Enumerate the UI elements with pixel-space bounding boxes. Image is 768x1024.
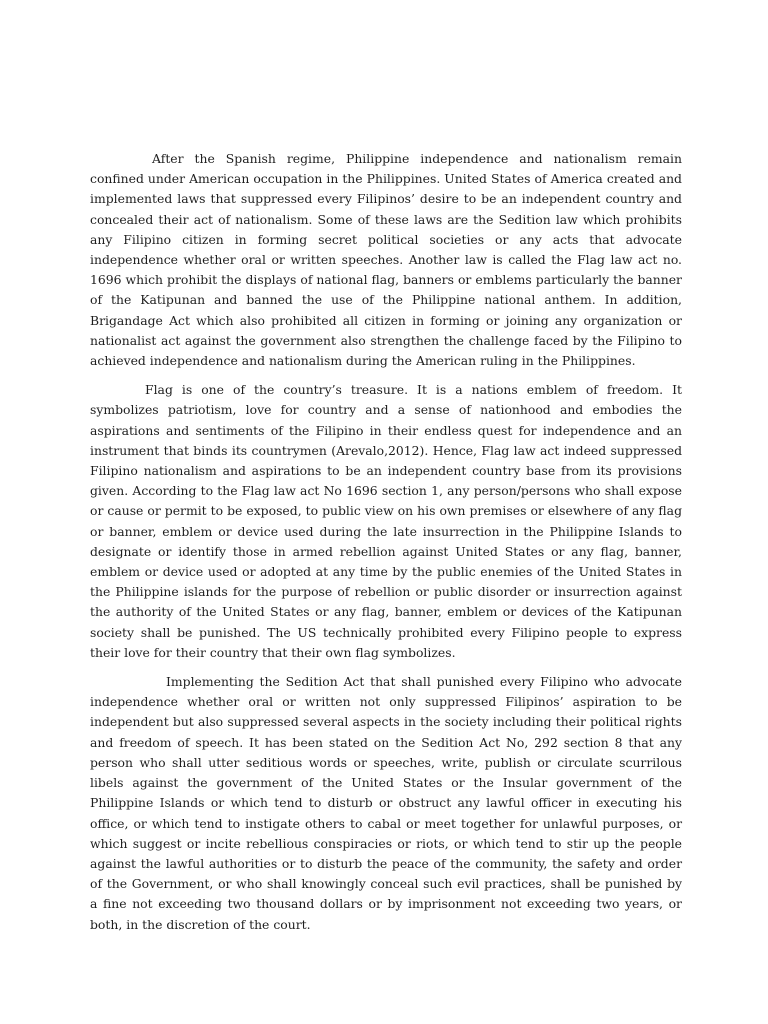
paragraph-sedition-act: Implementing the Sedition Act that shall punished every Filipino who advocate independence whether oral or written not only suppressed Filipinos’ aspiration to be independent but also suppressed several aspects in the society including their political rights and freedom of speech. It has been stated on the Sedition Act No, 292 section 8 that any person who shall utter seditious words or speeches, write, publish or circulate scurrilous libels against the government of the United States or the Insular government of the Philippine Islands or which tend to disturb or obstruct any lawful officer in executing his office, or which tend to instigate others to cabal or meet together for unlawful purposes, or which suggest or incite rebellious conspiracies or riots, or which tend to stir up the people against the lawful authorities or to disturb the peace of the community, the safety and order of the Government, or who shall knowingly conceal such evil practices, shall be punished by a fine not exceeding two thousand dollars or by imprisonment not exceeding two years, or both, in the discretion of the court. [90,674,682,932]
paragraph-american-occupation-laws: After the Spanish regime, Philippine independence and nationalism remain confined under American occupation in the Philippines. United States of America created and implemented laws that suppressed every Filipinos’ desire to be an independent country and concealed their act of nationalism. Some of these laws are the Sedition law which prohibits any Filipino citizen in forming secret political societies or any acts that advocate independence whether oral or written speeches. Another law is called the Flag law act no. 1696 which prohibit the displays of national flag, banners or emblems particularly the banner of the Katipunan and banned the use of the Philippine national anthem. In addition, Brigandage Act which also prohibited all citizen in forming or joining any organization or nationalist act against the government also strengthen the challenge faced by the Filipino to achieved independence and nationalism during the American ruling in the Philippines. [90,151,682,369]
document-body [90,149,682,935]
paragraph-flag-law: Flag is one of the country’s treasure. It is a nations emblem of freedom. It symbolizes patriotism, love for country and a sense of nationhood and embodies the aspirations and sentiments of the Filipino in their endless quest for independence and an instrument that binds its countrymen (Arevalo,2012). Hence, Flag law act indeed suppressed Filipino nationalism and aspirations to be an independent country base from its provisions given. According to the Flag law act No 1696 section 1, any person/persons who shall expose or cause or permit to be exposed, to public view on his own premises or elsewhere of any flag or banner, emblem or device used during the late insurrection in the Philippine Islands to designate or identify those in armed rebellion against United States or any flag, banner, emblem or device used or adopted at any time by the public enemies of the United States in the Philippine islands for the purpose of rebellion or public disorder or insurrection against the authority of the United States or any flag, banner, emblem or devices of the Katipunan society shall be punished. The US technically prohibited every Filipino people to express their love for their country that their own flag symbolizes. [90,382,682,660]
